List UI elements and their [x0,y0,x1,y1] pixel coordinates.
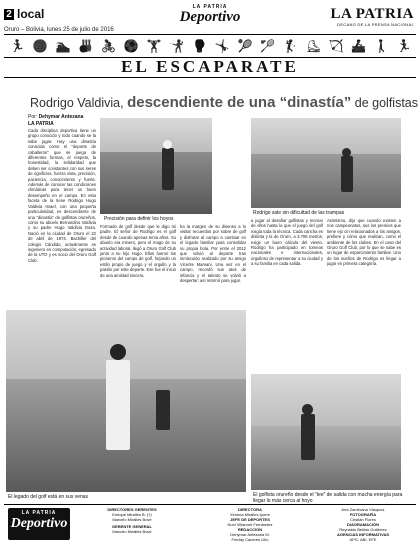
headline-emphasis: descendiente de una “dinastía” [127,94,352,111]
swimmer-icon: 🏊 [55,39,71,53]
article-headline [30,94,419,111]
article-column-2: Formado de golf desde que le digo mi padre. El señor de Rodrigo es el golf desde de cuando apenas tenía años. Su abuelo era minero, pero el mago de su actividad laboral, llegó a Oruro Golf Club junto a su hijo Hugo. Ellos fueron los pioneros del campo de golf, forjando un estilo propio de juego y el orgullo y la pasión por este deporte. Ese fue el inicio de una amistad sincera. [100,224,176,278]
volleyball-icon: 🏐 [32,39,48,53]
banner-bottom-rule [4,77,416,78]
staff-role: JEFE DE DEPORTES [230,517,270,522]
photo3-caption: El legado del golf está en sus venas [8,494,89,500]
headline-pre: Rodrigo Valdivia, [30,96,124,110]
photo4-caption: El golfista orureño desde el “tee” de salida con mucha energía para llegar lo más cerca al hoyo [253,492,403,504]
gymnast-icon: 🤸 [214,39,230,53]
staff-role: DIRECTORES GERENTES [107,507,157,512]
photo-golfer-swing [6,310,246,492]
photo1-caption: Precisión para definir los hoyos [104,216,174,222]
article-column-5: Asimismo, dijo que cuando existen a nos campeonatos, sus los premios que tiene ejo cin relacionados a los amigos, prefiere y cómo que realizan, como el ambiente de los clubes. En el caso del Oruro Golf Club, por lo que se sabe es un lugar de esparcimiento familiar. Uno de los sueños de Rodrigo es llegar a jugar en primera categoría. [327,218,401,267]
dateline: Oruro – Bolivia, lunes 25 de julio de 2016 [4,27,114,33]
footer-logo-small: LA PATRIA [21,510,57,516]
runner-icon: 🏃 [10,39,25,53]
footer-logo [8,508,70,540]
hurdler-icon: 🏃 [396,39,412,53]
article-column-4: a jugar al desafiar golfistas y recrear de ellos hasta la que el juego del golf exigía toda la técnica. Cada cancha es distinta y la de Oruro, a 3.706 metros, exige un buen cálculo del viento. Rodrigo ha participado en torneos nacionales e internacionales, orgulloso de representar a su ciudad y a su familia en cada salida. [251,218,323,267]
byline [28,114,83,127]
byline-label: Por: [28,114,38,120]
section-label: local [17,7,45,21]
staff-role: GERENTE GENERAL [111,524,152,529]
article-column-1: Cada disciplina deportiva tiene un grupo conocido y todo cuando se la sabe jugar. Hay una dinastía conocida como el “deporte de caballeros” que se juega de diferentes formas, el respeto, la honestidad, la solidaridad que deben ser constantes con sus seres de ognificios, fuerza vista, precisión, paciencia, conocimiento y fuerte. Además de conocer las condiciones climáticas para tener un buen desempeño en el campo. En esta faceta de la tiene Rodrigo Hugo Valdivia Israel, con una pequeña particularidad, es descendiente de una “dinastía” de golfistas orureños, como su abuelo Bernardino Valdivia y su padre Hugo Valdivia Daza. Nació en la ciudad de Oruro el 22 de abril de 1974. Bachiller del colegio Cándido, actualmente es ingeniero en computación, egresado de la UTO y es socio del Oruro Golf Club. [28,128,96,263]
deportivo-logo-big: Deportivo [179,9,241,25]
staff-column-2 [205,507,295,542]
football-icon: ⚽ [123,39,139,53]
staff-role: REDACCIÓN [237,527,263,532]
staff-role: FOTOGRAFÍA [349,512,377,517]
byline-org: LA PATRIA [28,120,54,127]
photo-golfer-bunker [251,118,401,208]
bowling-icon: 🎳 [78,39,94,53]
sports-icons-row [4,36,416,56]
racquet-icon: 🏸 [260,39,276,53]
staff-names: Ximena Miralles Iporre [229,512,270,517]
byline-name: Dehymar Antezana [38,114,84,120]
staff-names: Ana Zambrana Vásquez [341,507,385,512]
header-rule [4,34,416,35]
headline-post: de golfistas [354,96,419,110]
cyclist-icon: 🚴 [101,39,116,53]
staff-names: APG, ABI, EFE [349,537,377,542]
tennis-icon: 🎾 [237,39,253,53]
skater-icon: ⛸ [305,39,321,53]
article-column-3: ha la margen de su disenso a lo visitar recuerdos por sobre de golf y disfrutar al campo a cambiar en el legado familiar para consolidar su propia bola. Por entre el 2012 que volvió al deporte tras inmiscuido realizado por su amigo Vicente Mamani. Una vez en el campo, recordó sus atos de infancia y el talento se volvió a despertar; así retornó para jugar. [180,224,246,284]
staff-role: DIAGRAMACIÓN [347,522,379,527]
deportivo-logo [170,4,250,34]
staff-column-1 [92,507,172,534]
page-number: 2 [4,9,14,20]
photo2-caption: Rodrigo sale sin dificultad de las trampas [253,210,345,216]
staff-names: Marcelo Miralles Bové [112,529,152,534]
staff-names: Cristian Flores [350,517,376,522]
section-banner: EL ESCAPARATE [121,57,299,76]
golfer-icon: 🏌 [283,39,298,53]
footer-logo-big: Deportivo [10,516,68,531]
photo-golfer-tee [251,374,401,490]
newspaper-brand [330,6,414,27]
fencer-icon: 🤺 [169,39,185,53]
staff-names: Dehymar Antezana M. Freddy Cáceres Uño [230,532,270,542]
boxer-icon: 🥊 [192,39,207,53]
photo-golfer-putting [100,118,212,214]
deportivo-logo-small: LA PATRIA [192,4,228,10]
brand-name: LA PATRIA [330,6,414,22]
staff-names: Enrique Miralles B. (†) Marcelo Miralles Bové [112,512,152,522]
staff-role: AGENCIAS INFORMATIVAS [336,532,390,537]
staff-names: Reynaldo Bellido Gutiérrez [339,527,387,532]
archer-icon: 🏹 [328,39,344,53]
staff-column-3 [318,507,408,542]
weightlifter-icon: 🏋 [146,39,162,53]
rower-icon: 🚣 [351,39,367,53]
brand-tagline: DECANO DE LA PRENSA NACIONAL [337,22,414,27]
staff-role: DIRECTORA [238,507,262,512]
walker-icon: 🚶 [374,39,389,53]
staff-names: Noel Villarroel Fernández [227,522,273,527]
